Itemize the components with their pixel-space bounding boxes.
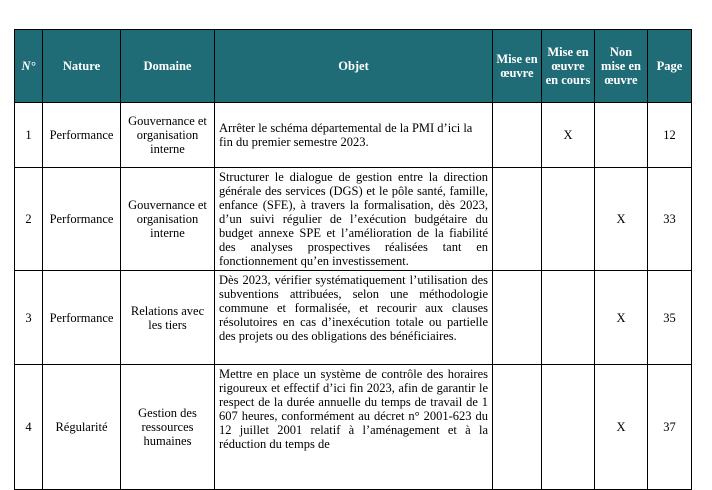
cell-domaine: Gouvernance et organisation interne [121,168,215,271]
cell-page: 12 [648,103,692,168]
cell-num: 4 [15,365,43,490]
recommendations-table [14,29,692,490]
cell-mise-en-oeuvre [493,365,542,490]
header-mise-en-oeuvre: Mise en œuvre [493,30,542,103]
cell-num: 1 [15,103,43,168]
cell-objet: Arrêter le schéma départemental de la PMI d’ici la fin du premier semestre 2023. [215,103,493,168]
table-row [15,168,692,271]
header-mise-en-cours: Mise en œuvre en cours [542,30,595,103]
cell-mise-en-cours [542,168,595,271]
cell-nature: Performance [43,168,121,271]
cell-mise-en-cours [542,271,595,365]
cell-nature: Performance [43,271,121,365]
cell-mise-en-oeuvre [493,103,542,168]
cell-mise-en-cours: X [542,103,595,168]
cell-non-mise: X [595,271,648,365]
cell-page: 37 [648,365,692,490]
cell-domaine: Gestion des ressources humaines [121,365,215,490]
header-row [15,30,692,103]
cell-mise-en-oeuvre [493,168,542,271]
table-row [15,271,692,365]
cell-nature: Régularité [43,365,121,490]
cell-num: 3 [15,271,43,365]
cell-page: 33 [648,168,692,271]
cell-mise-en-oeuvre [493,271,542,365]
cell-nature: Performance [43,103,121,168]
cell-non-mise [595,103,648,168]
cell-non-mise: X [595,365,648,490]
header-domaine: Domaine [121,30,215,103]
cell-page: 35 [648,271,692,365]
header-nature: Nature [43,30,121,103]
table-row [15,103,692,168]
cell-objet: Dès 2023, vérifier systématiquement l’utilisation des subventions attribuées, selon une méthodologie commune et formalisée, et recourir aux clauses résolutoires en cas d’inexécution totale ou partielle des projets ou des obligations des bénéficiaires. [215,271,493,365]
table-header [15,30,692,103]
header-num: N° [15,30,43,103]
cell-domaine: Relations avec les tiers [121,271,215,365]
cell-num: 2 [15,168,43,271]
header-non-mise: Non mise en œuvre [595,30,648,103]
cell-non-mise: X [595,168,648,271]
table-row [15,365,692,490]
cell-mise-en-cours [542,365,595,490]
cell-objet: Mettre en place un système de contrôle des horaires rigoureux et effectif d’ici fin 2023, afin de garantir le respect de la durée annuelle du temps de travail de 1 607 heures, conformément au décret n° 2001-623 du 12 juillet 2001 relatif à l’aménagement et à la réduction du temps de [215,365,493,490]
header-objet: Objet [215,30,493,103]
header-page: Page [648,30,692,103]
cell-domaine: Gouvernance et organisation interne [121,103,215,168]
cell-objet: Structurer le dialogue de gestion entre la direction générale des services (DGS) et le pôle santé, famille, enfance (SFE), à travers la formalisation, dès 2023, d’un suivi régulier de l’exécution budgétaire du budget annexe SPE et l’amélioration de la fiabilité des analyses prospectives réalisées tant en fonctionnement qu’en investissement. [215,168,493,271]
